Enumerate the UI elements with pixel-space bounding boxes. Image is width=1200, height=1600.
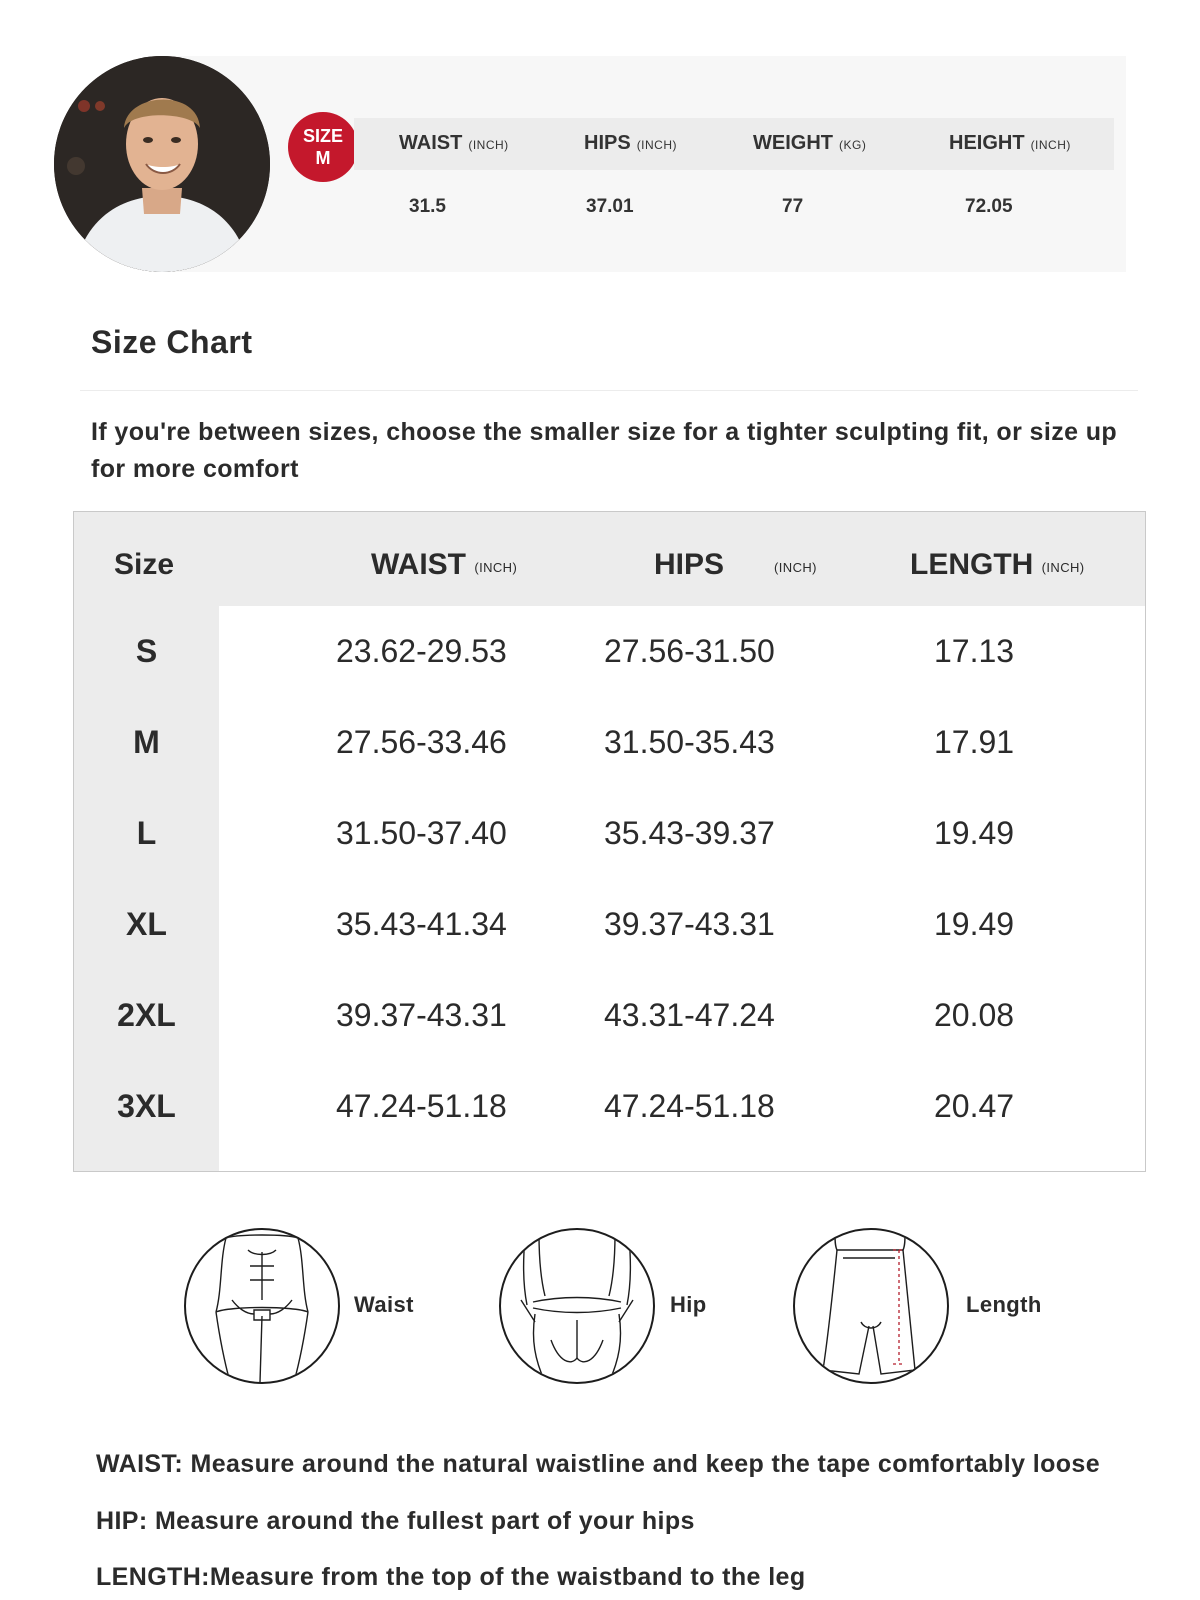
length-illustration <box>793 1228 949 1384</box>
model-waist-value: 31.5 <box>409 196 446 217</box>
model-weight-header: WEIGHT (KG) <box>753 132 867 154</box>
row-hips: 47.24-51.18 <box>604 1088 775 1124</box>
waist-guide-label: Waist <box>354 1292 414 1317</box>
model-hips-header: HIPS (INCH) <box>584 132 678 154</box>
table-row <box>74 606 1145 697</box>
size-badge-label: SIZE <box>302 126 343 146</box>
model-card <box>54 56 1126 272</box>
row-length: 19.49 <box>934 815 1015 851</box>
row-size: S <box>135 633 158 669</box>
hip-guide-label: Hip <box>670 1292 707 1317</box>
model-weight-value: 77 <box>782 196 804 217</box>
row-size: 2XL <box>117 997 176 1033</box>
hip-illustration <box>499 1228 655 1384</box>
header-waist: WAIST (INCH) <box>371 548 518 581</box>
length-measure-icon <box>795 1230 947 1382</box>
row-waist: 27.56-33.46 <box>336 724 507 760</box>
header-length: LENGTH (INCH) <box>910 548 1085 581</box>
sizing-advice: If you're between sizes, choose the smaller size for a tighter sculpting fit, or size up for more comfort <box>91 418 1118 483</box>
row-hips: 35.43-39.37 <box>604 815 775 851</box>
header-size: Size <box>114 548 175 581</box>
size-chart-title: Size Chart <box>91 324 253 360</box>
size-badge-value: M <box>315 148 331 168</box>
header-hips: HIPS (INCH) <box>654 548 817 581</box>
row-size: L <box>136 815 157 851</box>
model-height-value: 72.05 <box>965 196 1013 217</box>
model-hips-value: 37.01 <box>586 196 634 217</box>
row-waist: 23.62-29.53 <box>336 633 507 669</box>
row-size: M <box>133 724 160 760</box>
waist-note: WAIST: Measure around the natural waistline and keep the tape comfortably loose <box>96 1450 1101 1478</box>
row-waist: 39.37-43.31 <box>336 997 507 1033</box>
waist-illustration <box>184 1228 340 1384</box>
size-table <box>73 511 1146 1172</box>
model-portrait-icon <box>54 56 270 272</box>
row-waist: 35.43-41.34 <box>336 906 507 942</box>
title-divider <box>80 390 1138 391</box>
length-guide <box>793 1228 1053 1384</box>
row-hips: 39.37-43.31 <box>604 906 775 942</box>
row-waist: 47.24-51.18 <box>336 1088 507 1124</box>
row-size: 3XL <box>117 1088 176 1124</box>
hip-measure-icon <box>501 1230 653 1382</box>
length-guide-label: Length <box>966 1292 1042 1317</box>
hip-guide <box>499 1228 719 1384</box>
table-row <box>74 970 1145 1061</box>
row-length: 20.08 <box>934 997 1015 1033</box>
table-row <box>74 788 1145 879</box>
waist-measure-icon <box>186 1230 338 1382</box>
size-badge <box>288 112 358 182</box>
row-length: 17.91 <box>934 724 1015 760</box>
model-waist-header: WAIST (INCH) <box>399 132 509 154</box>
row-length: 17.13 <box>934 633 1015 669</box>
waist-guide <box>184 1228 444 1384</box>
row-hips: 31.50-35.43 <box>604 724 775 760</box>
length-note: LENGTH:Measure from the top of the waistband to the leg <box>96 1563 806 1591</box>
model-avatar <box>54 56 270 272</box>
table-row <box>74 697 1145 788</box>
row-size: XL <box>126 906 167 942</box>
row-length: 19.49 <box>934 906 1015 942</box>
model-height-header: HEIGHT (INCH) <box>949 132 1071 154</box>
row-hips: 43.31-47.24 <box>604 997 775 1033</box>
hip-note: HIP: Measure around the fullest part of your hips <box>96 1507 695 1535</box>
table-row <box>74 879 1145 970</box>
row-hips: 27.56-31.50 <box>604 633 775 669</box>
table-row <box>74 1061 1145 1152</box>
row-length: 20.47 <box>934 1088 1015 1124</box>
row-waist: 31.50-37.40 <box>336 815 507 851</box>
